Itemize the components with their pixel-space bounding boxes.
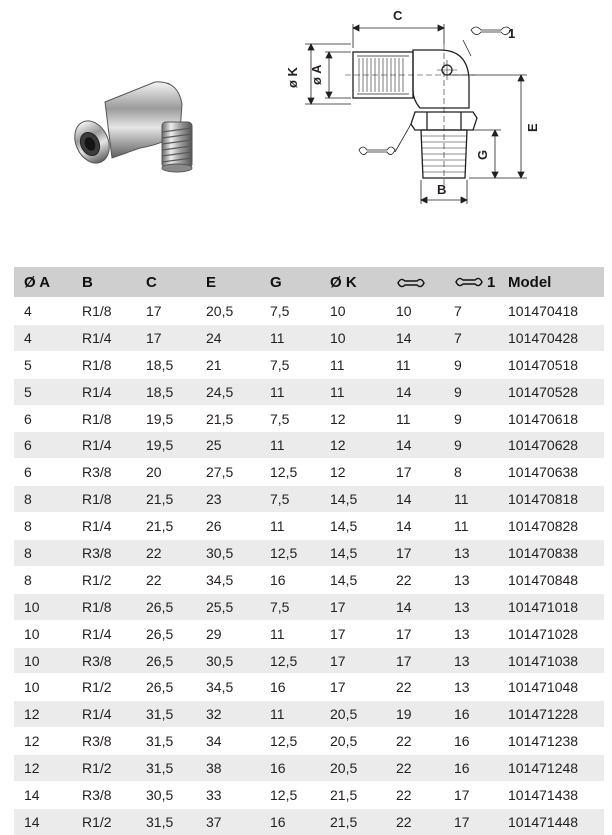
cell-b: R1/2 [72, 755, 136, 782]
cell-dia-k: 21,5 [320, 782, 386, 809]
table-header-row [14, 267, 604, 298]
header-wrench [386, 267, 444, 298]
cell-model: 101470418 [502, 298, 604, 325]
wrench-icon [454, 275, 484, 289]
header-wrench-1-label: 1 [487, 273, 496, 291]
cell-dia-a: 10 [14, 593, 72, 620]
cell-g: 12,5 [260, 540, 320, 567]
cell-dia-k: 10 [320, 324, 386, 351]
table-row [14, 324, 604, 351]
table-row [14, 298, 604, 325]
header-wrench-1 [444, 267, 502, 298]
cell-wrench-1: 13 [444, 620, 502, 647]
cell-c: 18,5 [136, 378, 196, 405]
cell-b: R1/4 [72, 701, 136, 728]
cell-model: 101471448 [502, 808, 604, 834]
cell-e: 23 [196, 486, 260, 513]
cell-dia-k: 14,5 [320, 486, 386, 513]
cell-wrench: 14 [386, 432, 444, 459]
dim-label-c: C [393, 8, 403, 23]
table-row [14, 378, 604, 405]
table-row [14, 566, 604, 593]
cell-model: 101470638 [502, 459, 604, 486]
cell-wrench: 17 [386, 620, 444, 647]
cell-g: 12,5 [260, 647, 320, 674]
dim-label-e: E [525, 123, 540, 132]
cell-g: 7,5 [260, 486, 320, 513]
cell-wrench-1: 13 [444, 540, 502, 567]
header-g: G [260, 267, 320, 298]
cell-wrench-1: 8 [444, 459, 502, 486]
cell-wrench: 14 [386, 486, 444, 513]
cell-c: 17 [136, 324, 196, 351]
cell-e: 33 [196, 782, 260, 809]
cell-b: R1/2 [72, 808, 136, 834]
cell-dia-a: 8 [14, 513, 72, 540]
cell-b: R3/8 [72, 459, 136, 486]
cell-dia-a: 14 [14, 808, 72, 834]
cell-wrench-1: 17 [444, 782, 502, 809]
cell-b: R3/8 [72, 782, 136, 809]
cell-wrench-1: 13 [444, 593, 502, 620]
header-b: B [72, 267, 136, 298]
wrench-icon [396, 276, 426, 290]
cell-wrench: 14 [386, 513, 444, 540]
cell-wrench: 19 [386, 701, 444, 728]
cell-model: 101471438 [502, 782, 604, 809]
cell-dia-a: 10 [14, 674, 72, 701]
cell-model: 101470628 [502, 432, 604, 459]
cell-g: 11 [260, 513, 320, 540]
cell-g: 11 [260, 324, 320, 351]
cell-c: 31,5 [136, 808, 196, 834]
cell-e: 38 [196, 755, 260, 782]
cell-model: 101470428 [502, 324, 604, 351]
cell-c: 26,5 [136, 674, 196, 701]
cell-c: 31,5 [136, 701, 196, 728]
cell-model: 101470528 [502, 378, 604, 405]
table-row [14, 647, 604, 674]
cell-g: 12,5 [260, 459, 320, 486]
cell-wrench-1: 11 [444, 486, 502, 513]
cell-dia-a: 4 [14, 298, 72, 325]
cell-g: 11 [260, 432, 320, 459]
table-row [14, 782, 604, 809]
cell-dia-k: 12 [320, 459, 386, 486]
cell-b: R1/4 [72, 378, 136, 405]
dim-label-g: G [475, 149, 490, 160]
cell-b: R1/2 [72, 674, 136, 701]
cell-b: R3/8 [72, 647, 136, 674]
cell-g: 11 [260, 701, 320, 728]
cell-b: R1/8 [72, 486, 136, 513]
cell-dia-k: 14,5 [320, 513, 386, 540]
cell-e: 21,5 [196, 405, 260, 432]
cell-c: 18,5 [136, 351, 196, 378]
cell-b: R3/8 [72, 728, 136, 755]
cell-dia-k: 10 [320, 298, 386, 325]
cell-dia-a: 5 [14, 378, 72, 405]
cell-g: 7,5 [260, 351, 320, 378]
table-row [14, 620, 604, 647]
table-row [14, 701, 604, 728]
cell-c: 19,5 [136, 405, 196, 432]
technical-drawing [275, 0, 612, 215]
table-body [14, 298, 604, 835]
cell-dia-a: 4 [14, 324, 72, 351]
dim-label-a: ø A [309, 64, 324, 85]
cell-c: 30,5 [136, 782, 196, 809]
cell-dia-k: 17 [320, 647, 386, 674]
cell-wrench-1: 11 [444, 513, 502, 540]
cell-model: 101471028 [502, 620, 604, 647]
cell-dia-k: 21,5 [320, 808, 386, 834]
cell-wrench: 11 [386, 405, 444, 432]
cell-dia-k: 12 [320, 432, 386, 459]
cell-e: 26 [196, 513, 260, 540]
cell-e: 30,5 [196, 647, 260, 674]
table-row [14, 540, 604, 567]
cell-wrench: 14 [386, 378, 444, 405]
cell-e: 34,5 [196, 674, 260, 701]
header-dia-k: Ø K [320, 267, 386, 298]
cell-g: 12,5 [260, 782, 320, 809]
cell-g: 7,5 [260, 405, 320, 432]
cell-e: 24,5 [196, 378, 260, 405]
cell-dia-a: 10 [14, 647, 72, 674]
cell-b: R1/2 [72, 566, 136, 593]
cell-wrench-1: 9 [444, 378, 502, 405]
cell-wrench: 14 [386, 324, 444, 351]
cell-e: 25 [196, 432, 260, 459]
cell-dia-k: 20,5 [320, 728, 386, 755]
cell-wrench: 22 [386, 808, 444, 834]
cell-dia-a: 6 [14, 459, 72, 486]
cell-dia-a: 6 [14, 405, 72, 432]
cell-g: 16 [260, 566, 320, 593]
cell-e: 20,5 [196, 298, 260, 325]
cell-dia-a: 14 [14, 782, 72, 809]
cell-b: R1/4 [72, 513, 136, 540]
cell-g: 7,5 [260, 593, 320, 620]
cell-dia-a: 5 [14, 351, 72, 378]
cell-c: 26,5 [136, 647, 196, 674]
cell-wrench: 17 [386, 540, 444, 567]
cell-dia-k: 17 [320, 593, 386, 620]
cell-dia-k: 11 [320, 378, 386, 405]
header-c: C [136, 267, 196, 298]
cell-g: 12,5 [260, 728, 320, 755]
cell-model: 101471238 [502, 728, 604, 755]
cell-g: 16 [260, 755, 320, 782]
cell-wrench: 22 [386, 674, 444, 701]
cell-wrench-1: 7 [444, 298, 502, 325]
cell-wrench-1: 17 [444, 808, 502, 834]
cell-dia-a: 8 [14, 540, 72, 567]
cell-wrench-1: 16 [444, 701, 502, 728]
cell-c: 26,5 [136, 593, 196, 620]
header-model: Model [502, 267, 604, 298]
cell-c: 22 [136, 540, 196, 567]
cell-e: 30,5 [196, 540, 260, 567]
table-row [14, 808, 604, 834]
header-dia-a: Ø A [14, 267, 72, 298]
cell-dia-k: 17 [320, 674, 386, 701]
cell-model: 101471018 [502, 593, 604, 620]
cell-dia-a: 10 [14, 620, 72, 647]
cell-b: R3/8 [72, 540, 136, 567]
cell-dia-a: 12 [14, 701, 72, 728]
specification-table [14, 267, 604, 835]
cell-e: 34,5 [196, 566, 260, 593]
cell-b: R1/8 [72, 405, 136, 432]
cell-wrench-1: 13 [444, 674, 502, 701]
cell-c: 19,5 [136, 432, 196, 459]
cell-model: 101470848 [502, 566, 604, 593]
cell-e: 24 [196, 324, 260, 351]
cell-wrench: 22 [386, 728, 444, 755]
cell-wrench: 22 [386, 782, 444, 809]
cell-e: 21 [196, 351, 260, 378]
table-row [14, 674, 604, 701]
cell-model: 101470618 [502, 405, 604, 432]
cell-model: 101471048 [502, 674, 604, 701]
cell-dia-k: 14,5 [320, 566, 386, 593]
cell-dia-a: 8 [14, 566, 72, 593]
cell-c: 26,5 [136, 620, 196, 647]
table-row [14, 351, 604, 378]
cell-g: 11 [260, 378, 320, 405]
table-row [14, 459, 604, 486]
cell-dia-a: 12 [14, 755, 72, 782]
cell-c: 21,5 [136, 513, 196, 540]
cell-g: 16 [260, 808, 320, 834]
cell-b: R1/4 [72, 432, 136, 459]
cell-wrench-1: 9 [444, 432, 502, 459]
cell-c: 31,5 [136, 755, 196, 782]
cell-dia-a: 6 [14, 432, 72, 459]
cell-e: 29 [196, 620, 260, 647]
cell-wrench: 17 [386, 459, 444, 486]
cell-model: 101470838 [502, 540, 604, 567]
cell-b: R1/8 [72, 298, 136, 325]
table-row [14, 755, 604, 782]
cell-dia-k: 12 [320, 405, 386, 432]
cell-b: R1/4 [72, 620, 136, 647]
cell-dia-a: 8 [14, 486, 72, 513]
cell-dia-k: 17 [320, 620, 386, 647]
cell-dia-k: 20,5 [320, 755, 386, 782]
product-photo [60, 62, 230, 192]
cell-wrench: 17 [386, 647, 444, 674]
cell-model: 101470818 [502, 486, 604, 513]
dim-label-b: B [437, 182, 447, 197]
cell-wrench-1: 16 [444, 755, 502, 782]
cell-model: 101470828 [502, 513, 604, 540]
cell-wrench-1: 7 [444, 324, 502, 351]
cell-wrench: 10 [386, 298, 444, 325]
cell-b: R1/8 [72, 593, 136, 620]
cell-model: 101471228 [502, 701, 604, 728]
cell-wrench: 22 [386, 566, 444, 593]
cell-c: 22 [136, 566, 196, 593]
cell-dia-k: 14,5 [320, 540, 386, 567]
cell-e: 37 [196, 808, 260, 834]
table-row [14, 728, 604, 755]
cell-wrench-1: 13 [444, 566, 502, 593]
cell-c: 20 [136, 459, 196, 486]
cell-e: 27,5 [196, 459, 260, 486]
table-row [14, 486, 604, 513]
cell-wrench: 22 [386, 755, 444, 782]
cell-c: 17 [136, 298, 196, 325]
cell-wrench-1: 9 [444, 405, 502, 432]
header-e: E [196, 267, 260, 298]
dim-label-wrench-1: 1 [508, 26, 516, 41]
cell-dia-a: 12 [14, 728, 72, 755]
dim-label-k: ø K [285, 67, 300, 88]
cell-b: R1/8 [72, 351, 136, 378]
cell-g: 11 [260, 620, 320, 647]
cell-wrench: 14 [386, 593, 444, 620]
cell-e: 25,5 [196, 593, 260, 620]
cell-e: 34 [196, 728, 260, 755]
cell-c: 31,5 [136, 728, 196, 755]
cell-model: 101471038 [502, 647, 604, 674]
cell-dia-k: 11 [320, 351, 386, 378]
cell-wrench: 11 [386, 351, 444, 378]
cell-model: 101471248 [502, 755, 604, 782]
cell-c: 21,5 [136, 486, 196, 513]
table-row [14, 593, 604, 620]
table-row [14, 432, 604, 459]
cell-e: 32 [196, 701, 260, 728]
cell-model: 101470518 [502, 351, 604, 378]
cell-b: R1/4 [72, 324, 136, 351]
cell-g: 16 [260, 674, 320, 701]
table-row [14, 405, 604, 432]
cell-g: 7,5 [260, 298, 320, 325]
cell-wrench-1: 13 [444, 647, 502, 674]
cell-wrench-1: 9 [444, 351, 502, 378]
cell-wrench-1: 16 [444, 728, 502, 755]
cell-dia-k: 20,5 [320, 701, 386, 728]
table-row [14, 513, 604, 540]
